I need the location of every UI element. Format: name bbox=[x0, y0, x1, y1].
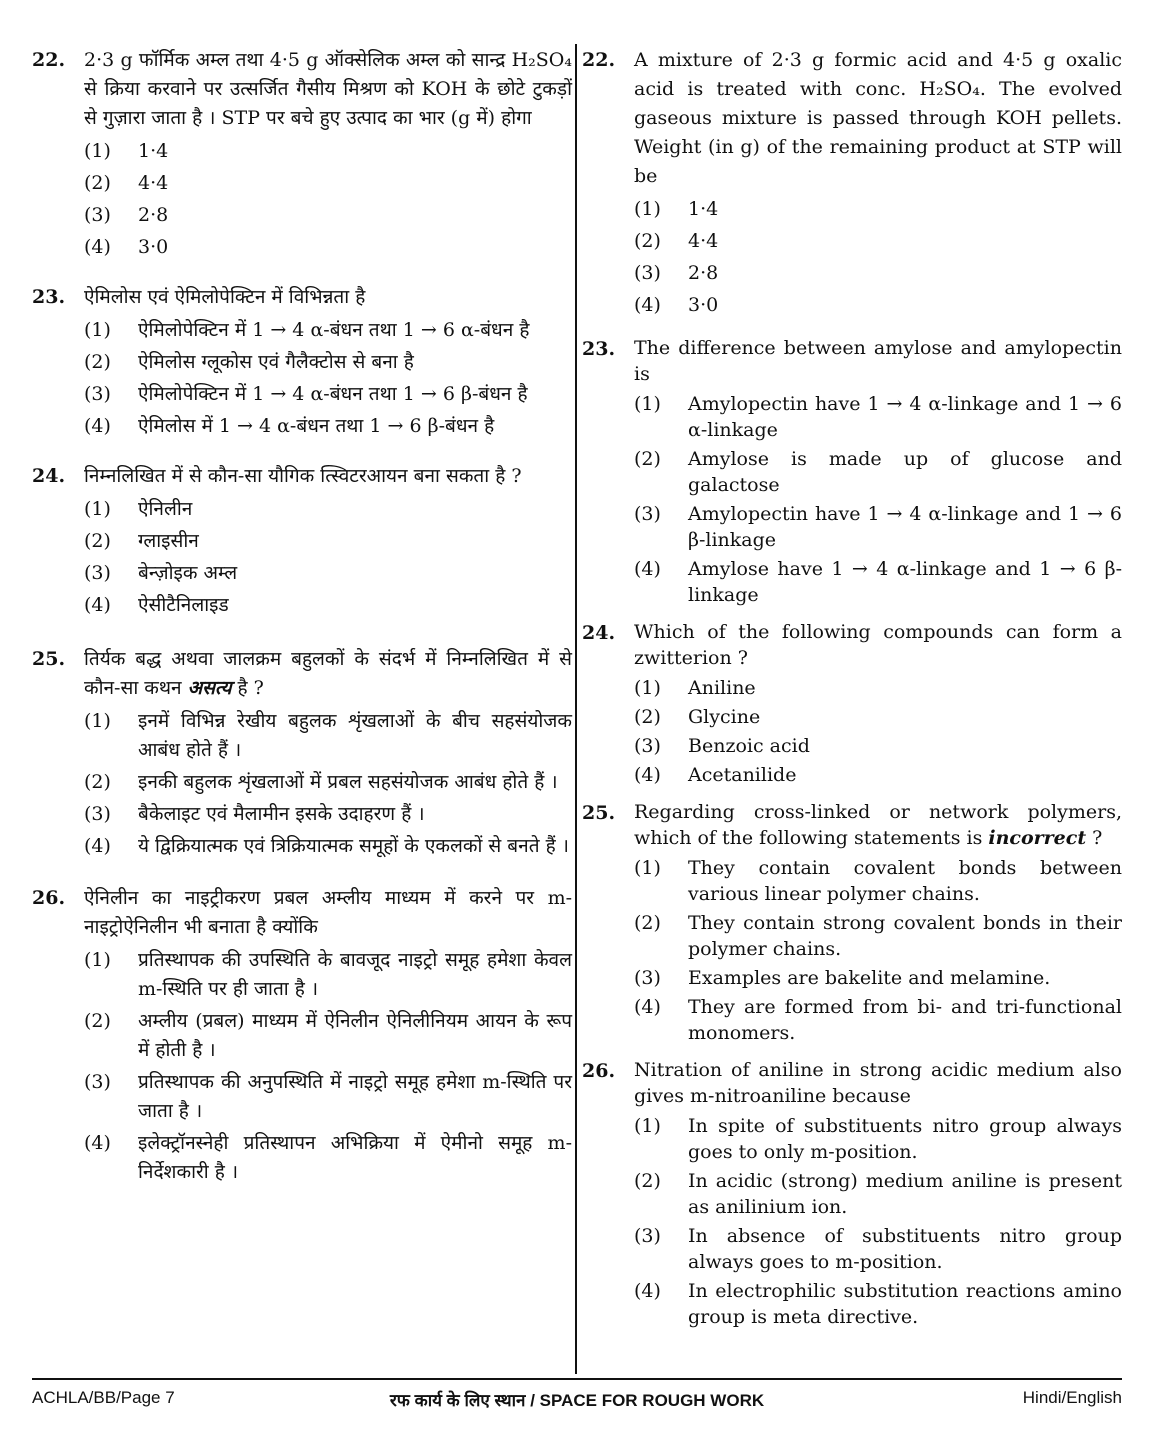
option-text: इनमें विभिन्न रेखीय बहुलक शृंखलाओं के बीच सहसंयोजक आबंध होते हैं । bbox=[138, 710, 572, 761]
rough-work-label: रफ कार्य के लिए स्थान / SPACE FOR ROUGH WORK bbox=[389, 1391, 765, 1410]
option-text: Amylose have 1 → 4 α-linkage and 1 → 6 β-linkage bbox=[688, 558, 1122, 606]
option-number: (1) bbox=[84, 949, 111, 971]
option-number: (4) bbox=[634, 294, 661, 316]
question-text bbox=[634, 799, 1122, 851]
option bbox=[634, 704, 1122, 730]
question-text: 2·3 g फॉर्मिक अम्ल तथा 4·5 g ऑक्सेलिक अम्ल को सान्द्र H₂SO₄ से क्रिया करवाने पर उत्सर्जित गैसीय मिश्रण को KOH के छोटे टुकड़ों से गुज़ारा जाता है । STP पर बचे हुए उत्पाद का भार (g में) होगा bbox=[84, 49, 572, 129]
question-26-english bbox=[582, 1057, 1122, 1333]
option bbox=[84, 946, 572, 1004]
option bbox=[84, 800, 572, 829]
option-number: (2) bbox=[84, 1010, 111, 1032]
option-text: They contain strong covalent bonds in their polymer chains. bbox=[688, 912, 1122, 960]
question-text-part: Regarding cross-linked or network polymers, which of the following statements is bbox=[634, 801, 1122, 849]
question-number: 22. bbox=[582, 49, 616, 71]
option bbox=[84, 591, 572, 620]
question-24-hindi bbox=[32, 462, 572, 623]
option-text: प्रतिस्थापक की उपस्थिति के बावजूद नाइट्रो समूह हमेशा केवल m-स्थिति पर ही जाता है । bbox=[138, 949, 572, 1000]
option-text: 1·4 bbox=[138, 140, 169, 162]
option-number: (3) bbox=[84, 383, 111, 405]
option-text: In acidic (strong) medium aniline is present as anilinium ion. bbox=[688, 1170, 1122, 1218]
option-text: ऐमिलोपेक्टिन में 1 → 4 α-बंधन तथा 1 → 6 β-बंधन है bbox=[138, 383, 528, 405]
option bbox=[634, 675, 1122, 701]
option bbox=[634, 855, 1122, 907]
option-number: (2) bbox=[634, 448, 661, 470]
hindi-column bbox=[32, 46, 572, 1200]
option bbox=[634, 556, 1122, 608]
column-divider bbox=[575, 44, 577, 1374]
option-text: इलेक्ट्रॉनस्नेही प्रतिस्थापन अभिक्रिया में ऐमीनो समूह m-निर्देशकारी है । bbox=[138, 1132, 572, 1183]
option bbox=[84, 169, 572, 198]
option bbox=[634, 994, 1122, 1046]
option-text: They contain covalent bonds between various linear polymer chains. bbox=[688, 857, 1122, 905]
option-text: In electrophilic substitution reactions amino group is meta directive. bbox=[688, 1280, 1122, 1328]
option bbox=[84, 707, 572, 765]
option-number: (3) bbox=[634, 503, 661, 525]
question-25-english bbox=[582, 799, 1122, 1049]
option-number: (1) bbox=[634, 1115, 661, 1137]
option-number: (4) bbox=[84, 594, 111, 616]
option-text: 2·8 bbox=[138, 204, 169, 226]
option-text: ऐमिलोस ग्लूकोस एवं गैलैक्टोस से बना है bbox=[138, 351, 414, 373]
question-number: 25. bbox=[582, 802, 616, 824]
option-number: (2) bbox=[634, 706, 661, 728]
option bbox=[84, 348, 572, 377]
option-text: बैकेलाइट एवं मैलामीन इसके उदाहरण हैं । bbox=[138, 803, 425, 825]
option bbox=[634, 762, 1122, 788]
option-text: Benzoic acid bbox=[688, 735, 810, 757]
option-number: (3) bbox=[634, 262, 661, 284]
question-24-english bbox=[582, 619, 1122, 791]
option-text: 3·0 bbox=[688, 294, 719, 316]
question-text: Which of the following compounds can form a zwitterion ? bbox=[634, 621, 1122, 669]
option-text: ये द्विक्रियात्मक एवं त्रिक्रियात्मक समूहों के एकलकों से बनते हैं । bbox=[138, 835, 569, 857]
option-text: In absence of substituents nitro group always goes to m-position. bbox=[688, 1225, 1122, 1273]
option-text: Amylopectin have 1 → 4 α-linkage and 1 → 6 β-linkage bbox=[688, 503, 1122, 551]
question-text-part: है ? bbox=[231, 677, 264, 699]
option bbox=[84, 495, 572, 524]
emphasis-word: असत्य bbox=[187, 677, 232, 699]
question-number: 22. bbox=[32, 49, 66, 71]
question-text-part: तिर्यक बद्ध अथवा जालक्रम बहुलकों के संदर्भ में निम्नलिखित में से कौन-सा कथन bbox=[84, 648, 572, 699]
option-number: (4) bbox=[634, 558, 661, 580]
option-number: (4) bbox=[84, 1132, 111, 1154]
option-number: (2) bbox=[84, 771, 111, 793]
question-number: 23. bbox=[582, 338, 616, 360]
option-text: 4·4 bbox=[688, 230, 719, 252]
option-number: (1) bbox=[634, 857, 661, 879]
option-number: (2) bbox=[84, 351, 111, 373]
option bbox=[634, 1223, 1122, 1275]
option bbox=[84, 1129, 572, 1187]
option bbox=[634, 965, 1122, 991]
option-text: इनकी बहुलक शृंखलाओं में प्रबल सहसंयोजक आबंध होते हैं । bbox=[138, 771, 558, 793]
option-number: (1) bbox=[84, 498, 111, 520]
option bbox=[634, 1278, 1122, 1330]
option-text: प्रतिस्थापक की अनुपस्थिति में नाइट्रो समूह हमेशा m-स्थिति पर जाता है । bbox=[138, 1071, 572, 1122]
option bbox=[634, 910, 1122, 962]
option bbox=[634, 733, 1122, 759]
option-number: (3) bbox=[84, 1071, 111, 1093]
option-text: बेन्ज़ोइक अम्ल bbox=[138, 562, 238, 584]
option-text: ग्लाइसीन bbox=[138, 530, 199, 552]
option-number: (4) bbox=[84, 835, 111, 857]
option-text: They are formed from bi- and tri-functional monomers. bbox=[688, 996, 1122, 1044]
option-text: 2·8 bbox=[688, 262, 719, 284]
question-number: 23. bbox=[32, 286, 66, 308]
option bbox=[84, 559, 572, 588]
footer-rule bbox=[32, 1378, 1122, 1380]
option-number: (1) bbox=[84, 710, 111, 732]
option-number: (3) bbox=[84, 204, 111, 226]
question-text: ऐनिलीन का नाइट्रीकरण प्रबल अम्लीय माध्यम में करने पर m-नाइट्रोऐनिलीन भी बनाता है क्योंकि bbox=[84, 887, 572, 938]
option-text: ऐनिलीन bbox=[138, 498, 193, 520]
option bbox=[634, 446, 1122, 498]
option-text: Acetanilide bbox=[688, 764, 797, 786]
option bbox=[84, 412, 572, 441]
option-number: (4) bbox=[634, 1280, 661, 1302]
option-number: (2) bbox=[634, 912, 661, 934]
question-text-part: ? bbox=[1086, 827, 1103, 849]
option bbox=[634, 195, 1122, 224]
option bbox=[84, 316, 572, 345]
option-number: (1) bbox=[634, 198, 661, 220]
question-text: Nitration of aniline in strong acidic medium also gives m-nitroaniline because bbox=[634, 1059, 1122, 1107]
option bbox=[84, 201, 572, 230]
option-text: ऐसीटैनिलाइड bbox=[138, 594, 229, 616]
option-number: (4) bbox=[634, 764, 661, 786]
option-number: (1) bbox=[634, 677, 661, 699]
option bbox=[84, 1007, 572, 1065]
question-number: 24. bbox=[32, 465, 66, 487]
page-footer bbox=[32, 1388, 1122, 1416]
option-text: 3·0 bbox=[138, 236, 169, 258]
question-23-english bbox=[582, 335, 1122, 611]
option bbox=[634, 1168, 1122, 1220]
option-number: (2) bbox=[634, 1170, 661, 1192]
question-25-hindi bbox=[32, 645, 572, 864]
question-text: A mixture of 2·3 g formic acid and 4·5 g oxalic acid is treated with conc. H₂SO₄. The evolved gaseous mixture is passed through KOH pellets. Weight (in g) of the remaining product at STP will be bbox=[634, 49, 1122, 187]
option-text: Amylopectin have 1 → 4 α-linkage and 1 → 6 α-linkage bbox=[688, 393, 1122, 441]
option-number: (1) bbox=[84, 140, 111, 162]
option-number: (1) bbox=[84, 319, 111, 341]
option bbox=[634, 1113, 1122, 1165]
option bbox=[634, 501, 1122, 553]
option-text: ऐमिलोस में 1 → 4 α-बंधन तथा 1 → 6 β-बंधन है bbox=[138, 415, 495, 437]
option-text: In spite of substituents nitro group always goes to only m-position. bbox=[688, 1115, 1122, 1163]
option bbox=[84, 1068, 572, 1126]
question-number: 24. bbox=[582, 622, 616, 644]
option-number: (3) bbox=[84, 562, 111, 584]
question-22-hindi bbox=[32, 46, 572, 265]
option bbox=[634, 227, 1122, 256]
option bbox=[84, 380, 572, 409]
option-text: Aniline bbox=[688, 677, 756, 699]
question-text bbox=[84, 645, 572, 703]
option-number: (2) bbox=[84, 172, 111, 194]
language-label: Hindi/English bbox=[1022, 1388, 1122, 1407]
question-text: निम्नलिखित में से कौन-सा यौगिक त्स्विटरआयन बना सकता है ? bbox=[84, 465, 522, 487]
question-number: 26. bbox=[582, 1060, 616, 1082]
option-text: 4·4 bbox=[138, 172, 169, 194]
option-number: (4) bbox=[634, 996, 661, 1018]
question-text: ऐमिलोस एवं ऐमिलोपेक्टिन में विभिन्नता है bbox=[84, 286, 366, 308]
option-text: अम्लीय (प्रबल) माध्यम में ऐनिलीन ऐनिलीनियम आयन के रूप में होती है । bbox=[138, 1010, 572, 1061]
question-number: 25. bbox=[32, 648, 66, 670]
question-23-hindi bbox=[32, 283, 572, 444]
option bbox=[84, 832, 572, 861]
option-text: Amylose is made up of glucose and galactose bbox=[688, 448, 1122, 496]
option-text: Glycine bbox=[688, 706, 761, 728]
question-number: 26. bbox=[32, 887, 66, 909]
option bbox=[634, 391, 1122, 443]
option-number: (3) bbox=[634, 967, 661, 989]
question-text: The difference between amylose and amylopectin is bbox=[634, 337, 1122, 385]
option bbox=[84, 233, 572, 262]
option-number: (2) bbox=[634, 230, 661, 252]
option-number: (3) bbox=[634, 1225, 661, 1247]
option-text: 1·4 bbox=[688, 198, 719, 220]
option bbox=[84, 527, 572, 556]
option-number: (1) bbox=[634, 393, 661, 415]
option-number: (4) bbox=[84, 236, 111, 258]
option bbox=[634, 291, 1122, 320]
question-22-english bbox=[582, 46, 1122, 323]
option-text: ऐमिलोपेक्टिन में 1 → 4 α-बंधन तथा 1 → 6 α-बंधन है bbox=[138, 319, 530, 341]
page-code: ACHLA/BB/Page 7 bbox=[32, 1388, 175, 1407]
option-number: (3) bbox=[84, 803, 111, 825]
option bbox=[634, 259, 1122, 288]
english-column bbox=[582, 46, 1122, 1343]
emphasis-word: incorrect bbox=[988, 827, 1087, 849]
option-number: (4) bbox=[84, 415, 111, 437]
option-number: (3) bbox=[634, 735, 661, 757]
option bbox=[84, 768, 572, 797]
option-number: (2) bbox=[84, 530, 111, 552]
option-text: Examples are bakelite and melamine. bbox=[688, 967, 1051, 989]
option bbox=[84, 137, 572, 166]
question-26-hindi bbox=[32, 884, 572, 1190]
